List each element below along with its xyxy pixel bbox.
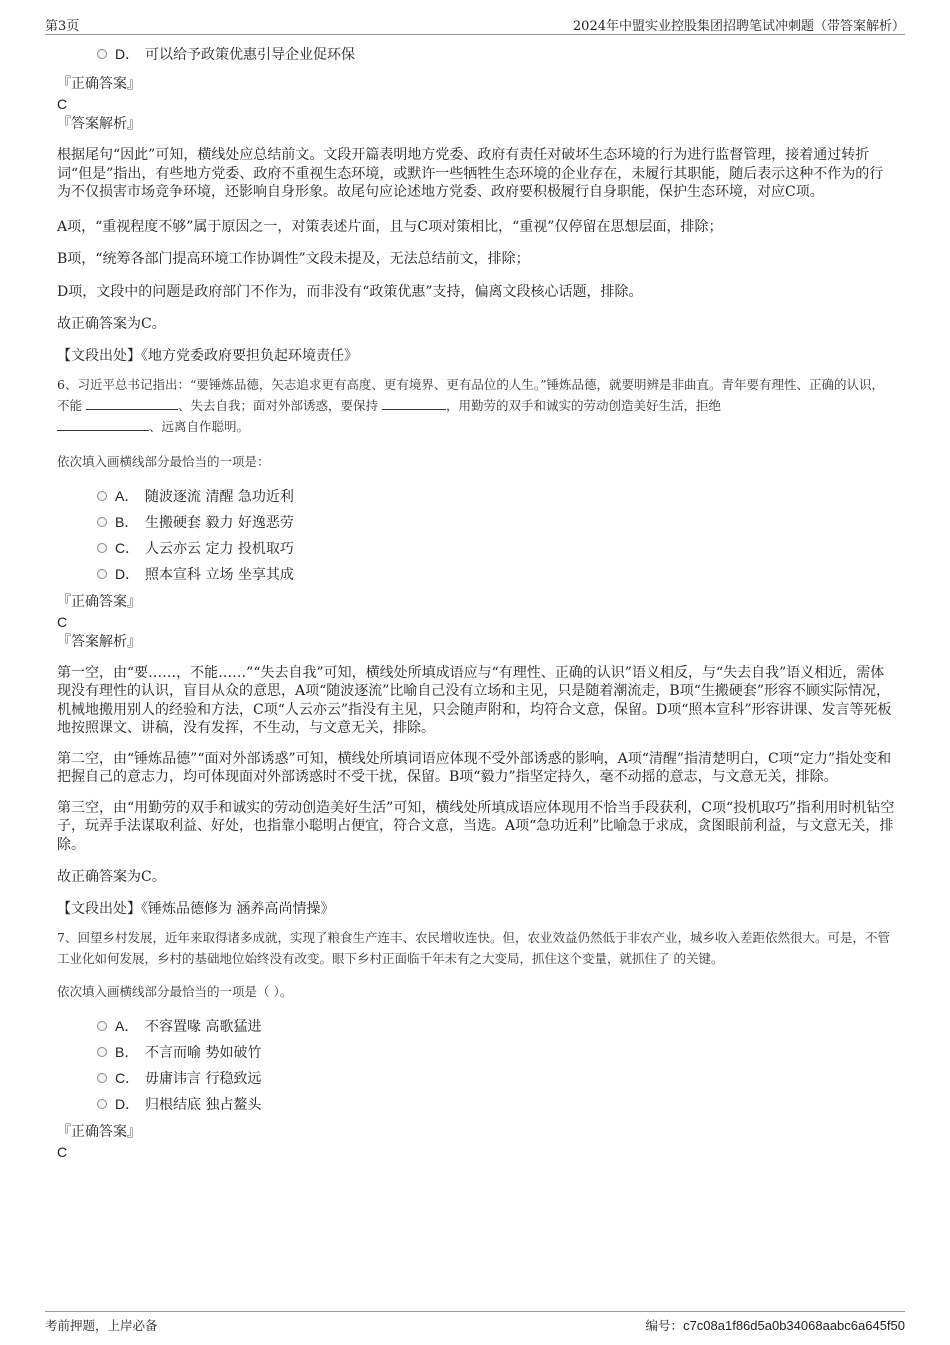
stem-text: 6、习近平总书记指出：“要锤炼品德，矢志追求更有高度、更有境界、更有品位的人生。”锤炼品德，就要明辨是非曲直。青年要有理性、正确的认识，不能	[57, 376, 884, 413]
q7-prompt: 依次填入画横线部分最恰当的一项是（ ）。	[57, 983, 293, 999]
option-text: 不容置喙 高歌猛进	[145, 1018, 262, 1035]
blank-line	[86, 396, 178, 410]
option-letter: C．	[115, 1069, 140, 1086]
q6-option-c[interactable]	[57, 536, 895, 562]
q6-stem	[57, 374, 895, 437]
q6-analysis-para: 第三空，由“用勤劳的双手和诚实的劳动创造美好生活”可知，横线处所填成语应体现用不恰当手段获利，C项“投机取巧”指利用时机钻空子，玩弄手法谋取利益、好处，也指靠小聪明占便宜，符合文意，当选。A项“急功近利”比喻急于求成，贪图眼前利益，与文意无关，排除。	[57, 799, 895, 853]
q5-answer: C	[57, 96, 68, 112]
radio-icon[interactable]	[97, 517, 107, 527]
q7-option-d[interactable]	[57, 1092, 895, 1118]
q5-option-d[interactable]	[57, 42, 895, 68]
radio-icon[interactable]	[97, 1073, 107, 1083]
q5-source: 【文段出处】《地方党委政府要担负起环境责任》	[57, 347, 358, 364]
option-text: 毋庸讳言 行稳致远	[145, 1070, 262, 1087]
radio-icon[interactable]	[97, 491, 107, 501]
q6-source: 【文段出处】《锤炼品德修为 涵养高尚情操》	[57, 900, 335, 917]
q6-prompt: 依次填入画横线部分最恰当的一项是：	[57, 453, 270, 469]
option-text: 不言而喻 势如破竹	[145, 1044, 262, 1061]
q6-analysis-label: 『答案解析』	[57, 633, 141, 650]
radio-icon[interactable]	[97, 1047, 107, 1057]
option-letter: D．	[115, 565, 140, 582]
q6-conclusion: 故正确答案为C。	[57, 869, 166, 885]
option-letter: B．	[115, 1043, 139, 1060]
option-letter: C．	[115, 539, 140, 556]
q7-option-c[interactable]	[57, 1066, 895, 1092]
page-footer	[45, 1311, 905, 1334]
option-text: 随波逐流 清醒 急功近利	[145, 488, 294, 505]
option-letter: B．	[115, 513, 139, 530]
option-text: 照本宣科 立场 坐享其成	[145, 566, 294, 583]
q6-analysis-para: 第二空，由“锤炼品德”“面对外部诱惑”可知，横线处所填词语应体现不受外部诱惑的影响，A项“清醒”指清楚明白，C项“定力”指处变和把握自己的意志力，均可体现面对外部诱惑时不受干扰，保留。B项“毅力”指坚定持久，毫不动摇的意志，与文意无关，排除。	[57, 750, 892, 785]
q6-answer: C	[57, 613, 68, 630]
q7-answer: C	[57, 1143, 68, 1160]
page-header	[45, 14, 905, 35]
q7-options	[57, 1014, 895, 1118]
q7-stem: 7、回望乡村发展，近年来取得诸多成就，实现了粮食生产连丰、农民增收连快。但，农业效益仍然低于非农产业，城乡收入差距依然很大。可是，不管工业化如何发展，乡村的基础地位始终没有改变。眼下乡村正面临千年未有之大变局，抓住这个变量，就抓住了 的关键。	[57, 929, 890, 966]
document-id-label: 编号：	[645, 1318, 684, 1333]
page-number: 第3页	[45, 19, 80, 34]
q5-analysis-para: A项，“重视程度不够”属于原因之一，对策表述片面，且与C项对策相比，“重视”仅停留在思想层面，排除；	[57, 218, 723, 235]
q5-analysis-para: D项，文段中的问题是政府部门不作为，而非没有“政策优惠”支持，偏离文段核心话题，排除。	[57, 283, 643, 300]
q6-options	[57, 484, 895, 588]
option-letter: D．	[115, 46, 140, 62]
radio-icon[interactable]	[97, 1021, 107, 1031]
blank-line	[382, 396, 446, 410]
option-text: 生搬硬套 毅力 好逸恶劳	[145, 514, 294, 531]
blank-line	[57, 417, 149, 431]
radio-icon[interactable]	[97, 543, 107, 553]
q5-correct-answer-label: 『正确答案』	[57, 76, 141, 92]
radio-icon[interactable]	[97, 1099, 107, 1109]
q6-correct-answer-label: 『正确答案』	[57, 593, 141, 610]
q5-analysis-para: 根据尾句“因此”可知，横线处应总结前文。文段开篇表明地方党委、政府有责任对破坏生态环境的行为进行监督管理，接着通过转折词“但是”指出，有些地方党委、政府不重视生态环境，或默许一些牺牲生态环境的企业存在，未履行其职能，随后表示这种不作为的行为不仅损害市场竞争环境，还影响自身形象。故尾句应论述地方党委、政府要积极履行自身职能，保护生态环境，对应C项。	[57, 147, 884, 200]
option-letter: A．	[115, 487, 139, 504]
document-id-code: c7c08a1f86d5a0b34068aabc6a645f50	[683, 1318, 905, 1333]
option-text: 人云亦云 定力 投机取巧	[145, 540, 294, 557]
q5-conclusion: 故正确答案为C。	[57, 316, 166, 332]
option-text: 归根结底 独占鳌头	[145, 1096, 262, 1113]
radio-icon[interactable]	[97, 569, 107, 579]
option-letter: D．	[115, 1095, 140, 1112]
q7-option-b[interactable]	[57, 1040, 895, 1066]
option-letter: A．	[115, 1017, 139, 1034]
q5-analysis-label: 『答案解析』	[57, 116, 141, 132]
stem-text: ，用勤劳的双手和诚实的劳动创造美好生活，拒绝	[446, 397, 722, 413]
document-content	[57, 42, 895, 1162]
stem-text: 、远离自作聪明。	[149, 418, 250, 434]
q5-analysis-para: B项，“统筹各部门提高环境工作协调性”文段未提及，无法总结前文，排除；	[57, 251, 530, 267]
footer-slogan: 考前押题，上岸必备	[45, 1318, 158, 1333]
radio-icon[interactable]	[97, 49, 107, 59]
q7-option-a[interactable]	[57, 1014, 895, 1040]
q7-correct-answer-label: 『正确答案』	[57, 1123, 141, 1140]
q6-option-b[interactable]	[57, 510, 895, 536]
document-title: 2024年中盟实业控股集团招聘笔试冲刺题（带答案解析）	[572, 19, 905, 34]
q6-option-a[interactable]	[57, 484, 895, 510]
document-id	[646, 1316, 905, 1334]
stem-text: 、失去自我；面对外部诱惑，要保持	[178, 397, 379, 413]
q6-option-d[interactable]	[57, 562, 895, 588]
option-text: 可以给予政策优惠引导企业促环保	[145, 47, 355, 63]
q6-analysis-para: 第一空，由“要……，不能……”“失去自我”可知，横线处所填成语应与“有理性、正确的认识”语义相反，与“失去自我”语义相近，需体现没有理性的认识，盲目从众的意思，A项“随波逐流”比喻自己没有立场和主见，只是随着潮流走，B项“生搬硬套”形容不顾实际情况，机械地搬用别人的经验和方法，C项“人云亦云”指没有主见，只会随声附和，均符合文意，保留。D项“照本宣科”形容讲课、发言等死板地按照课文、讲稿，没有发挥，不生动，与文意无关，排除。	[57, 664, 892, 736]
